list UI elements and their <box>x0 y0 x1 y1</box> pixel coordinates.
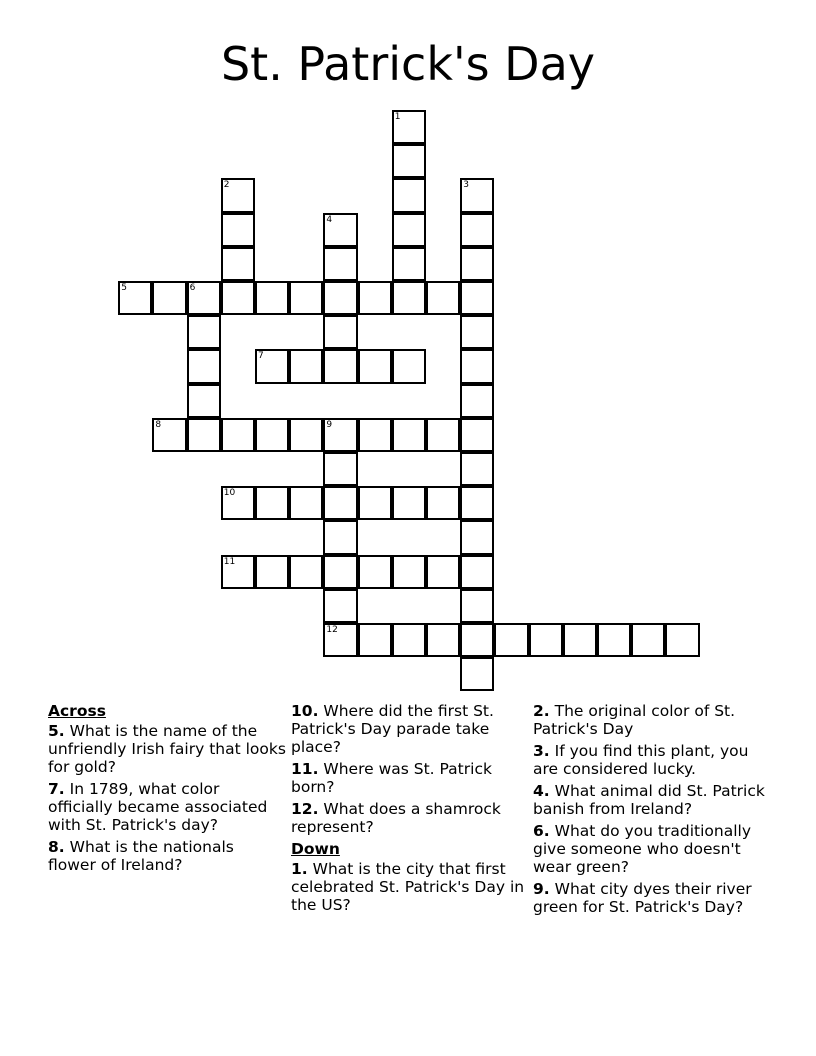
crossword-cell[interactable] <box>460 555 494 589</box>
crossword-cell[interactable] <box>255 486 289 520</box>
crossword-cell[interactable] <box>221 418 255 452</box>
crossword-cell[interactable] <box>392 555 426 589</box>
crossword-cell[interactable] <box>460 623 494 657</box>
clue-across-10 <box>291 702 529 756</box>
crossword-cell[interactable] <box>323 486 357 520</box>
crossword-cell[interactable] <box>289 281 323 315</box>
cell-number: 11 <box>223 556 236 567</box>
crossword-cell[interactable] <box>460 486 494 520</box>
clue-text: Where was St. Patrick born? <box>291 760 492 796</box>
crossword-cell[interactable] <box>460 384 494 418</box>
clue-across-11 <box>291 760 529 796</box>
clue-text: If you find this plant, you are considered lucky. <box>533 742 749 778</box>
cell-number: 10 <box>223 488 236 499</box>
crossword-cell[interactable] <box>323 418 357 452</box>
crossword-cell[interactable] <box>392 178 426 212</box>
crossword-cell[interactable] <box>323 213 357 247</box>
crossword-cell[interactable] <box>289 486 323 520</box>
crossword-cell[interactable] <box>529 623 563 657</box>
crossword-cell[interactable] <box>323 281 357 315</box>
clue-number: 12. <box>291 800 319 818</box>
crossword-cell[interactable] <box>392 486 426 520</box>
crossword-cell[interactable] <box>255 281 289 315</box>
clue-down-9 <box>533 880 771 916</box>
clues-column-2 <box>291 702 529 918</box>
clues-column-3 <box>533 702 771 920</box>
crossword-cell[interactable] <box>358 281 392 315</box>
crossword-cell[interactable] <box>665 623 699 657</box>
crossword-cell[interactable] <box>187 281 221 315</box>
crossword-cell[interactable] <box>426 555 460 589</box>
crossword-cell[interactable] <box>323 452 357 486</box>
clue-number: 1. <box>291 860 308 878</box>
clue-number: 7. <box>48 780 65 798</box>
clue-text: Where did the first St. Patrick's Day parade take place? <box>291 702 494 756</box>
crossword-cell[interactable] <box>392 110 426 144</box>
crossword-cell[interactable] <box>289 555 323 589</box>
cell-number: 8 <box>155 419 162 430</box>
crossword-cell[interactable] <box>392 349 426 383</box>
crossword-cell[interactable] <box>460 452 494 486</box>
crossword-cell[interactable] <box>392 144 426 178</box>
clue-text: In 1789, what color officially became associated with St. Patrick's day? <box>48 780 268 834</box>
cell-number: 2 <box>223 180 230 191</box>
cell-number: 1 <box>394 112 401 122</box>
clue-across-8 <box>48 838 286 874</box>
clue-text: What do you traditionally give someone who doesn't wear green? <box>533 822 752 876</box>
cell-number: 6 <box>189 283 196 293</box>
crossword-cell[interactable] <box>597 623 631 657</box>
crossword-cell[interactable] <box>187 384 221 418</box>
crossword-cell[interactable] <box>255 349 289 383</box>
crossword-cell[interactable] <box>392 213 426 247</box>
clue-number: 9. <box>533 880 550 898</box>
cell-number: 5 <box>121 283 127 293</box>
clue-text: What is the name of the unfriendly Irish fairy that looks for gold? <box>48 722 286 776</box>
crossword-cell[interactable] <box>255 418 289 452</box>
clue-text: What city dyes their river green for St. Patrick's Day? <box>533 880 752 916</box>
crossword-cell[interactable] <box>289 418 323 452</box>
crossword-cell[interactable] <box>187 349 221 383</box>
cell-number: 9 <box>326 419 333 430</box>
crossword-cell[interactable] <box>221 247 255 281</box>
crossword-cell[interactable] <box>323 349 357 383</box>
crossword-cell[interactable] <box>494 623 528 657</box>
clue-number: 6. <box>533 822 550 840</box>
clue-across-5 <box>48 722 286 776</box>
crossword-cell[interactable] <box>460 315 494 349</box>
crossword-cell[interactable] <box>426 623 460 657</box>
crossword-cell[interactable] <box>392 247 426 281</box>
crossword-cell[interactable] <box>392 623 426 657</box>
clue-number: 11. <box>291 760 319 778</box>
clue-number: 3. <box>533 742 550 760</box>
clue-across-12 <box>291 800 529 836</box>
crossword-cell[interactable] <box>392 418 426 452</box>
crossword-cell[interactable] <box>426 418 460 452</box>
crossword-cell[interactable] <box>255 555 289 589</box>
crossword-cell[interactable] <box>358 555 392 589</box>
crossword-cell[interactable] <box>323 520 357 554</box>
clue-down-4 <box>533 782 771 818</box>
crossword-cell[interactable] <box>460 178 494 212</box>
crossword-cell[interactable] <box>426 486 460 520</box>
cell-number: 3 <box>463 180 469 191</box>
clue-down-2 <box>533 702 771 738</box>
crossword-cell[interactable] <box>323 555 357 589</box>
crossword-cell[interactable] <box>221 281 255 315</box>
crossword-cell[interactable] <box>392 281 426 315</box>
cell-number: 4 <box>326 214 333 225</box>
crossword-cell[interactable] <box>221 555 255 589</box>
page-title: St. Patrick's Day <box>220 37 596 91</box>
clue-number: 4. <box>533 782 550 800</box>
clues-column-1 <box>48 702 286 878</box>
crossword-cell[interactable] <box>426 281 460 315</box>
crossword-cell[interactable] <box>118 281 152 315</box>
across-heading: Across <box>48 702 106 720</box>
down-heading: Down <box>291 840 340 858</box>
crossword-cell[interactable] <box>460 589 494 623</box>
clue-text: What does a shamrock represent? <box>291 800 501 836</box>
crossword-cell[interactable] <box>221 486 255 520</box>
crossword-cell[interactable] <box>563 623 597 657</box>
clue-text: What animal did St. Patrick banish from Ireland? <box>533 782 765 818</box>
crossword-cell[interactable] <box>152 281 186 315</box>
crossword-cell[interactable] <box>358 418 392 452</box>
crossword-cell[interactable] <box>631 623 665 657</box>
crossword-cell[interactable] <box>460 418 494 452</box>
crossword-cell[interactable] <box>187 418 221 452</box>
crossword-cell[interactable] <box>187 315 221 349</box>
crossword-cell[interactable] <box>323 315 357 349</box>
crossword-cell[interactable] <box>460 349 494 383</box>
crossword-cell[interactable] <box>460 213 494 247</box>
clue-text: The original color of St. Patrick's Day <box>533 702 736 738</box>
crossword-cell[interactable] <box>323 589 357 623</box>
clue-down-3 <box>533 742 771 778</box>
clue-number: 2. <box>533 702 550 720</box>
clue-number: 10. <box>291 702 319 720</box>
crossword-cell[interactable] <box>358 486 392 520</box>
crossword-cell[interactable] <box>289 349 323 383</box>
crossword-cell[interactable] <box>358 623 392 657</box>
crossword-cell[interactable] <box>323 623 357 657</box>
cell-number: 12 <box>326 625 338 635</box>
crossword-cell[interactable] <box>460 657 494 691</box>
crossword-cell[interactable] <box>323 247 357 281</box>
clue-across-7 <box>48 780 286 834</box>
clue-text: What is the nationals flower of Ireland? <box>48 838 234 874</box>
clue-down-6 <box>533 822 771 876</box>
crossword-cell[interactable] <box>460 281 494 315</box>
clue-text: What is the city that first celebrated St. Patrick's Day in the US? <box>291 860 525 914</box>
crossword-cell[interactable] <box>152 418 186 452</box>
crossword-cell[interactable] <box>221 213 255 247</box>
clue-number: 5. <box>48 722 65 740</box>
crossword-cell[interactable] <box>460 520 494 554</box>
clue-number: 8. <box>48 838 65 856</box>
crossword-cell[interactable] <box>358 349 392 383</box>
crossword-cell[interactable] <box>221 178 255 212</box>
cell-number: 7 <box>258 351 264 362</box>
crossword-cell[interactable] <box>460 247 494 281</box>
clue-down-1 <box>291 860 529 914</box>
